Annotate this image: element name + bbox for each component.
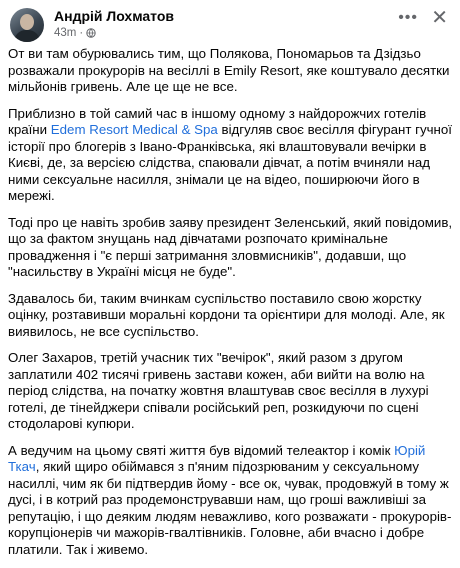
paragraph-6: [8, 443, 454, 559]
paragraph-5-text: Олег Захаров, третій учасник тих "вечірок", який разом з другом заплатили 402 тисячі гривень застави кожен, аби вийти на волю на період слідства, на початку жовтня влаштував своє весілля в лухурі готелі, де тінейджери співали російський реп, розкидуючи по сцені стодоларові купюри.: [8, 350, 429, 431]
yuriy-tkach-link[interactable]: Юрій Ткач: [8, 442, 426, 474]
paragraph-2-text-b: відгуляв своє весілля фігурант гучної історії про блогерів з Івано-Франківська, які влаштовували вечірки в Києві, де, за версією слідства, спаювали дівчат, а потім вчиняли над ними сексуальне насилля, знімали це на відео, поширюючи його в мережі.: [8, 122, 452, 203]
more-options-icon[interactable]: •••: [398, 9, 418, 26]
post-body: [8, 46, 454, 568]
timestamp[interactable]: 43m: [54, 27, 77, 39]
avatar-body: [14, 30, 40, 42]
paragraph-6-text-b: , який щиро обіймався з п'яним підозрюваним у сексуальному насиллі, чим як би підтвердив йому - все ок, чувак, продовжуй в тому ж дусі, і в котрий раз продемонструвавши нам, що гроші важливіші за репутацію, і що деяким людям неважливо, кого розважати - прокурорів-корупціонерів чи мажорів-гвалтівників. Головне, аби вчасно і добре платили. Так і живемо.: [8, 459, 452, 557]
paragraph-1: [8, 46, 454, 96]
post-header: [8, 6, 452, 46]
paragraph-3: [8, 215, 454, 281]
avatar-face: [20, 14, 34, 30]
paragraph-6-text-a: А ведучим на цьому святі життя був відомий телеактор і комік: [8, 442, 395, 458]
globe-icon[interactable]: [86, 28, 96, 38]
paragraph-3-text: Тоді про це навіть зробив заяву президент Зеленський, який повідомив, що за фактом знущань над дівчатами розпочато кримінальне провадження і "є перші затримання зловмисників", додавши, що "насильству в Україні місця не буде".: [8, 214, 453, 279]
paragraph-1-text: От ви там обурювались тим, що Полякова, Пономарьов та Дзідзьо розважали прокурорів на весіллі в Emily Resort, яке коштувало десятки мільйонів гривень. Але це ще не все.: [8, 46, 450, 94]
paragraph-5: [8, 350, 454, 433]
author-name[interactable]: Андрій Лохматов: [54, 8, 174, 24]
paragraph-4-text: Здавалось би, таким вчинкам суспільство поставило свою жорстку оцінку, розтавивши моральні кордони та орієнтири для молоді. Але, як виявилось, не все суспільство.: [8, 290, 445, 339]
meta-separator: ·: [79, 27, 84, 39]
post-meta: [54, 27, 96, 39]
close-icon[interactable]: ✕: [431, 7, 448, 29]
edem-resort-link[interactable]: Edem Resort Medical & Spa: [50, 122, 218, 137]
paragraph-4: [8, 291, 454, 341]
avatar[interactable]: [10, 8, 44, 42]
paragraph-2-text-a: Приблизно в той самий час в іншому одному з найдорожчих готелів країни: [8, 105, 427, 137]
paragraph-2: [8, 106, 454, 205]
